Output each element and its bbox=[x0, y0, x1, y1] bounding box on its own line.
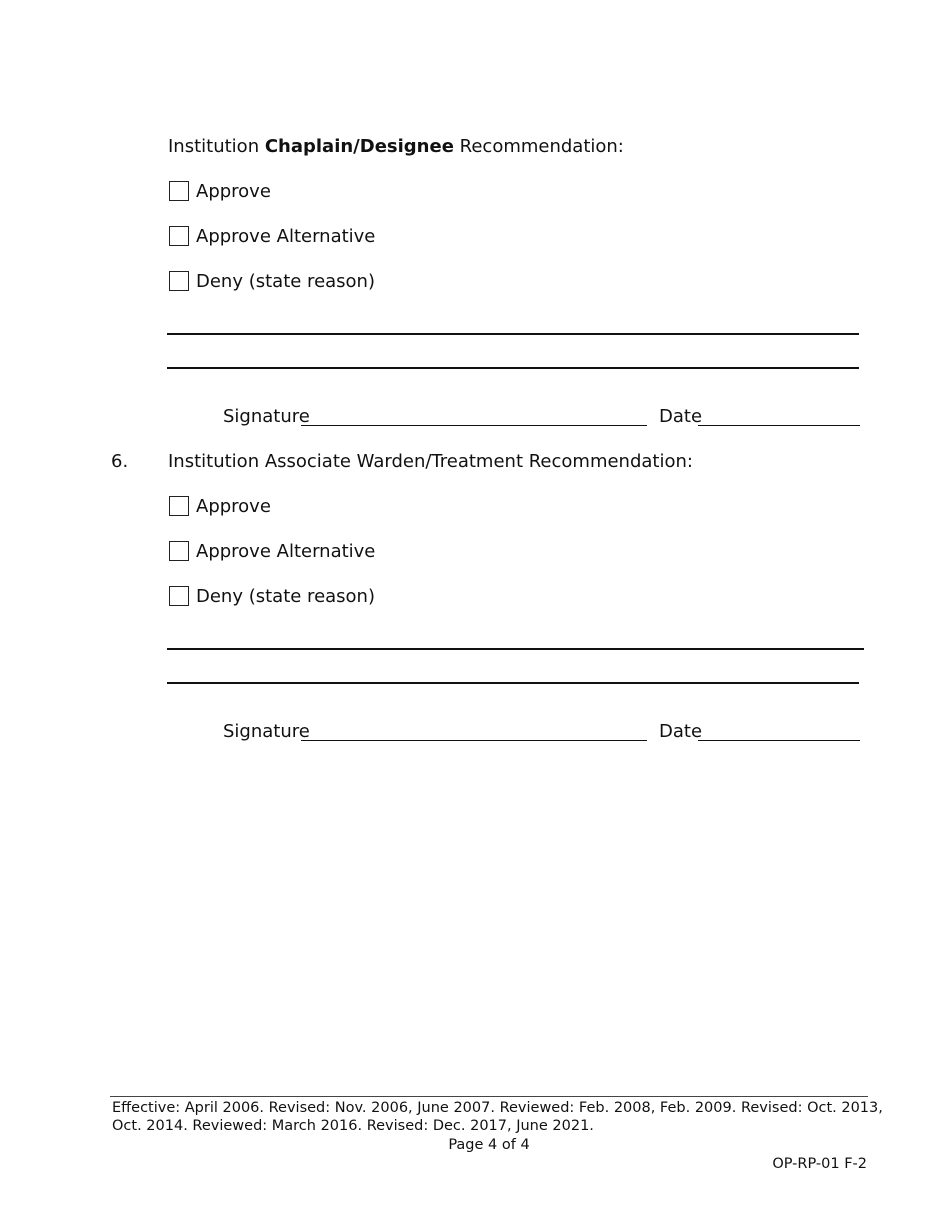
chaplain-recommendation-heading bbox=[168, 136, 624, 157]
chaplain-signature-label: Signature bbox=[223, 406, 310, 427]
page-number: Page 4 of 4 bbox=[448, 1137, 530, 1153]
warden-approve-label: Approve bbox=[196, 496, 271, 517]
heading-bold-role: Chaplain/Designee bbox=[264, 136, 454, 157]
warden-approve-checkbox[interactable] bbox=[169, 496, 189, 516]
warden-date-line[interactable] bbox=[698, 740, 860, 741]
form-id: OP-RP-01 F-2 bbox=[772, 1156, 867, 1172]
footer-revision-line-1: Effective: April 2006. Revised: Nov. 2006, June 2007. Reviewed: Feb. 2008, Feb. 2009. Revised: Oct. 2013, bbox=[112, 1100, 883, 1116]
chaplain-reason-line-2[interactable] bbox=[167, 367, 859, 369]
chaplain-date-label: Date bbox=[659, 406, 703, 427]
warden-signature-label: Signature bbox=[223, 721, 310, 742]
footer-revision-line-2: Oct. 2014. Reviewed: March 2016. Revised: Dec. 2017, June 2021. bbox=[112, 1118, 594, 1134]
chaplain-approve-alternative-label: Approve Alternative bbox=[196, 226, 376, 247]
chaplain-deny-label: Deny (state reason) bbox=[196, 271, 375, 292]
chaplain-date-line[interactable] bbox=[698, 425, 860, 426]
warden-deny-checkbox[interactable] bbox=[169, 586, 189, 606]
heading-prefix: Institution bbox=[168, 136, 265, 157]
heading-suffix: Recommendation: bbox=[453, 136, 624, 157]
chaplain-approve-alternative-checkbox[interactable] bbox=[169, 226, 189, 246]
chaplain-deny-checkbox[interactable] bbox=[169, 271, 189, 291]
warden-reason-line-1[interactable] bbox=[167, 648, 864, 650]
warden-reason-line-2[interactable] bbox=[167, 682, 859, 684]
footer-divider bbox=[110, 1096, 868, 1097]
section-number: 6. bbox=[111, 451, 129, 472]
chaplain-reason-line-1[interactable] bbox=[167, 333, 859, 335]
warden-deny-label: Deny (state reason) bbox=[196, 586, 375, 607]
chaplain-approve-checkbox[interactable] bbox=[169, 181, 189, 201]
chaplain-signature-line[interactable] bbox=[301, 425, 647, 426]
chaplain-approve-label: Approve bbox=[196, 181, 271, 202]
warden-date-label: Date bbox=[659, 721, 703, 742]
warden-signature-line[interactable] bbox=[301, 740, 647, 741]
warden-approve-alternative-label: Approve Alternative bbox=[196, 541, 376, 562]
warden-approve-alternative-checkbox[interactable] bbox=[169, 541, 189, 561]
warden-recommendation-heading: Institution Associate Warden/Treatment Recommendation: bbox=[168, 451, 693, 472]
